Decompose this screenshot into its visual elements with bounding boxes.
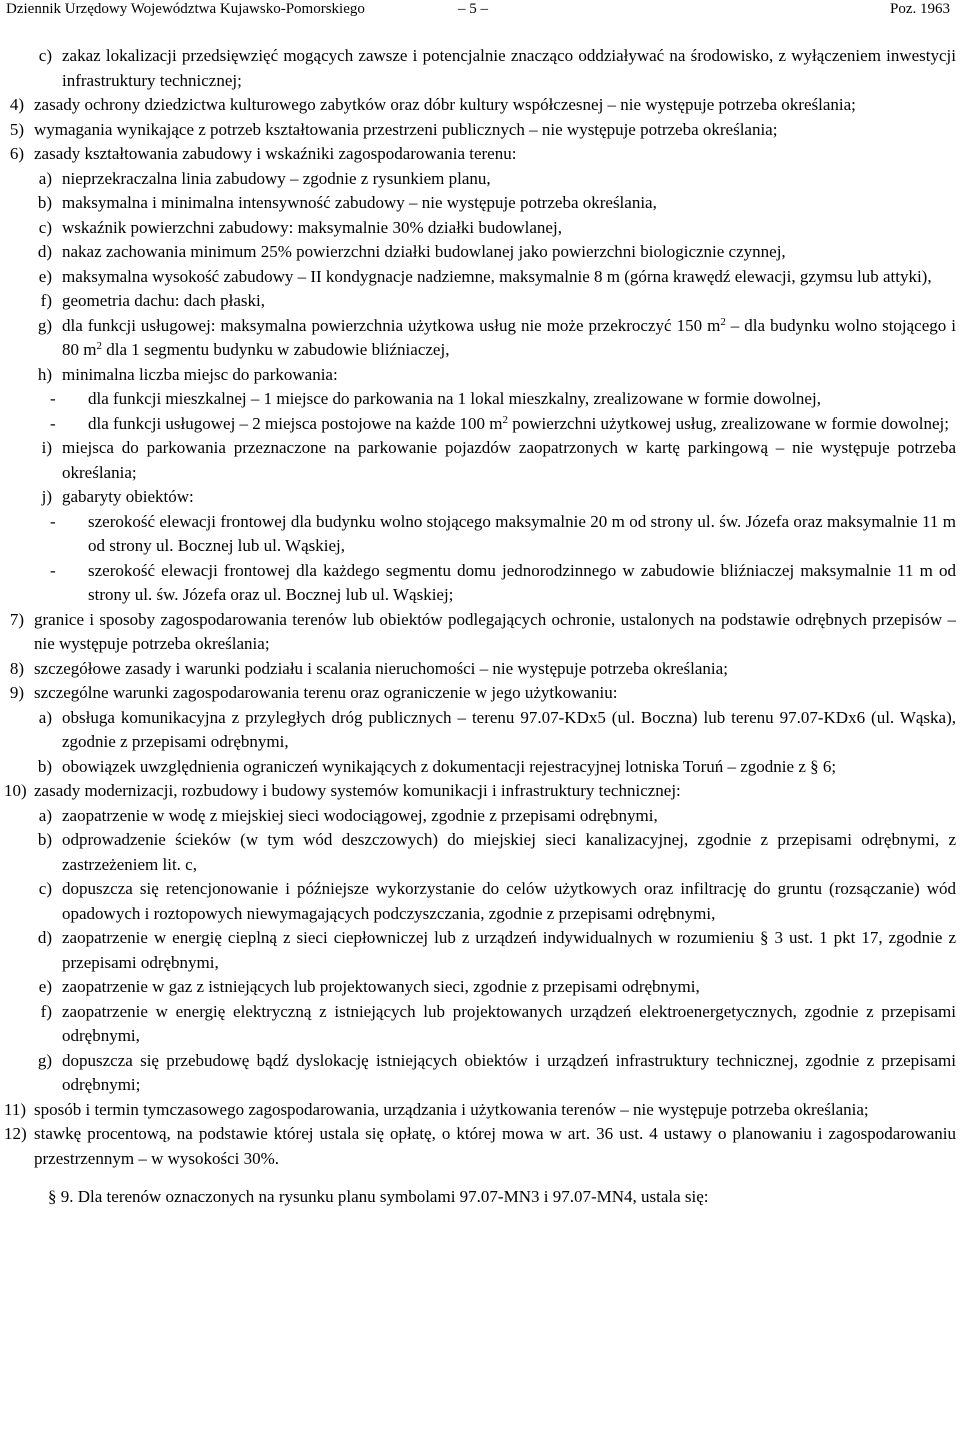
page-header <box>6 0 950 18</box>
item-text: zasady kształtowania zabudowy i wskaźniki zagospodarowania terenu: <box>34 144 517 163</box>
item-number: a) <box>38 168 52 188</box>
list-item <box>0 804 960 829</box>
item-number: 5) <box>9 119 24 139</box>
list-item <box>0 191 960 216</box>
item-number: 9) <box>9 683 24 702</box>
item-text: zasady ochrony dziedzictwa kulturowego zabytków oraz dóbr kultury współczesnej – nie występuje potrzeba określania; <box>34 95 856 114</box>
item-number: f) <box>40 1001 52 1021</box>
item-text: dopuszcza się retencjonowanie i późniejsze wykorzystanie do celów użytkowych oraz infiltrację do gruntu (rozsączanie) wód opadowych i roztopowych niewymagających podczyszczania, zgodnie z przepisami odrębnymi, <box>62 879 956 923</box>
item-number: b) <box>37 830 52 849</box>
list-item <box>0 608 960 657</box>
item-text: zaopatrzenie w wodę z miejskiej sieci wodociągowej, zgodnie z przepisami odrębnymi, <box>62 805 658 825</box>
item-text: miejsca do parkowania przeznaczone na parkowanie pojazdów zaopatrzonych w kartę parkingową – nie występuje potrzeba określania; <box>62 438 956 482</box>
list-item <box>0 657 960 682</box>
item-text: granice i sposoby zagospodarowania terenów lub obiektów podlegających ochronie, ustalonych na podstawie odrębnych przepisów – nie występuje potrzeba określania; <box>34 609 956 653</box>
list-item <box>0 1122 960 1171</box>
item-number: b) <box>37 756 52 776</box>
item-number: 4) <box>9 95 24 114</box>
item-number: - <box>50 511 56 531</box>
item-text: szczegółowe zasady i warunki podziału i scalania nieruchomości – nie występuje potrzeba określania; <box>34 658 728 678</box>
list-item <box>0 828 960 877</box>
item-text: nakaz zachowania minimum 25% powierzchni działki budowlanej jako powierzchni biologicznie czynnej, <box>62 242 786 261</box>
section-paragraph: § 9. Dla terenów oznaczonych na rysunku planu symbolami 97.07-MN3 i 97.07-MN4, ustala się: <box>48 1187 709 1206</box>
item-text: stawkę procentową, na podstawie której ustala się opłatę, o której mowa w art. 36 ust. 4 ustawy o planowaniu i zagospodarowaniu przestrzennym – w wysokości 30%. <box>34 1124 956 1168</box>
item-number: d) <box>37 242 52 261</box>
item-number: b) <box>37 193 52 212</box>
item-number: 6) <box>9 144 24 163</box>
item-text: geometria dachu: dach płaski, <box>62 291 265 310</box>
item-text: wymagania wynikające z potrzeb kształtowania przestrzeni publicznych – nie występuje potrzeba określania; <box>34 119 778 139</box>
item-text: dla funkcji usługowej: maksymalna powierzchnia użytkowa usług nie może przekroczyć 150 $m^2$ – dla budynku wolno stojącego i 80 $m^2$ dla 1 segmentu budynku w zabudowie bliźniaczej, <box>62 315 956 359</box>
item-text: zaopatrzenie w energię cieplną z sieci ciepłowniczej lub z urządzeń indywidualnych w rozumieniu § 3 ust. 1 pkt 17, zgodnie z przepisami odrębnymi, <box>62 928 956 972</box>
item-number: 11) <box>4 1099 27 1119</box>
list-item <box>0 142 960 167</box>
list-item <box>0 510 960 559</box>
item-number: 10) <box>4 781 27 800</box>
list-item <box>0 289 960 314</box>
item-number: 8) <box>9 658 24 678</box>
list-item <box>0 387 960 412</box>
item-text: maksymalna i minimalna intensywność zabudowy – nie występuje potrzeba określania, <box>62 193 657 212</box>
item-text: zaopatrzenie w gaz z istniejących lub projektowanych sieci, zgodnie z przepisami odrębnymi, <box>62 977 700 996</box>
item-text: szczególne warunki zagospodarowania terenu oraz ograniczenie w jego użytkowaniu: <box>34 683 618 702</box>
list-item <box>0 485 960 510</box>
list-item <box>0 93 960 118</box>
item-text: wskaźnik powierzchni zabudowy: maksymalnie 30% działki budowlanej, <box>62 217 562 237</box>
list-item <box>0 755 960 780</box>
item-text: dla funkcji usługowej – 2 miejsca postojowe na każde 100 $m^2$ powierzchni użytkowej usług, zrealizowane w formie dowolnej; <box>88 413 949 433</box>
list-item <box>0 926 960 975</box>
list-item <box>0 118 960 143</box>
item-number: h) <box>37 364 52 384</box>
item-number: c) <box>38 879 52 898</box>
item-number: i) <box>41 438 52 457</box>
list-item <box>0 1000 960 1049</box>
item-number: c) <box>38 217 52 237</box>
list-item <box>0 975 960 1000</box>
item-text: maksymalna wysokość zabudowy – II kondygnacje nadziemne, maksymalnie 8 m (górna krawędź elewacji, gzymsu lub attyki), <box>62 266 932 286</box>
item-number: 12) <box>4 1124 27 1143</box>
item-text: zaopatrzenie w energię elektryczną z istniejących lub projektowanych urządzeń elektroenergetycznych, zgodnie z przepisami odrębnymi, <box>62 1001 956 1045</box>
item-number: g) <box>37 315 52 335</box>
item-text: sposób i termin tymczasowego zagospodarowania, urządzania i użytkowania terenów – nie występuje potrzeba określania; <box>34 1099 869 1119</box>
list-item <box>0 559 960 608</box>
list-item <box>0 1098 960 1123</box>
item-number: f) <box>40 291 52 310</box>
page-number: – 5 – <box>458 1 488 17</box>
item-number: e) <box>38 977 52 996</box>
item-text: obowiązek uwzględnienia ograniczeń wynikających z dokumentacji rejestracyjnej lotniska Toruń – zgodnie z § 6; <box>62 756 837 776</box>
item-number: - <box>50 560 56 580</box>
list-item <box>0 216 960 241</box>
document-body <box>0 44 960 1210</box>
item-text: gabaryty obiektów: <box>62 487 194 506</box>
item-number: c) <box>38 46 52 65</box>
item-number: a) <box>38 805 52 825</box>
item-number: g) <box>37 1050 52 1070</box>
item-number: e) <box>38 266 52 286</box>
list-item <box>0 706 960 755</box>
list-item <box>0 877 960 926</box>
list-item <box>0 436 960 485</box>
item-text: zakaz lokalizacji przedsięwzięć mogących zawsze i potencjalnie znacząco oddziaływać na środowisko, z wyłączeniem inwestycji infrastruktury technicznej; <box>62 46 956 90</box>
item-text: szerokość elewacji frontowej dla budynku wolno stojącego maksymalnie 20 m od strony ul. św. Józefa oraz maksymalnie 11 m od strony ul. Bocznej lub ul. Wąskiej, <box>88 511 956 555</box>
item-text: szerokość elewacji frontowej dla każdego segmentu domu jednorodzinnego w zabudowie bliźniaczej maksymalnie 11 m od strony ul. św. Józefa oraz ul. Bocznej lub ul. Wąskiej; <box>88 560 956 604</box>
item-text: minimalna liczba miejsc do parkowania: <box>62 364 338 384</box>
list-item <box>0 412 960 437</box>
item-number: - <box>50 413 56 433</box>
position-number: Poz. 1963 <box>890 1 950 17</box>
journal-title: Dziennik Urzędowy Województwa Kujawsko-Pomorskiego <box>6 1 365 17</box>
list-item <box>0 265 960 290</box>
item-number: a) <box>38 707 52 727</box>
item-number: j) <box>41 487 52 506</box>
list-item <box>0 1049 960 1098</box>
item-number: - <box>50 389 56 408</box>
list-item <box>0 363 960 388</box>
item-number: 7) <box>9 609 24 629</box>
item-text: zasady modernizacji, rozbudowy i budowy systemów komunikacji i infrastruktury technicznej: <box>34 781 681 800</box>
item-text: obsługa komunikacyjna z przyległych dróg publicznych – terenu 97.07-KDx5 (ul. Boczna) lub terenu 97.07-KDx6 (ul. Wąska), zgodnie z przepisami odrębnymi, <box>62 707 956 751</box>
list-item <box>0 314 960 363</box>
item-number: d) <box>37 928 52 947</box>
list-item <box>0 681 960 706</box>
list-item <box>0 167 960 192</box>
list-item <box>0 44 960 93</box>
item-text: odprowadzenie ścieków (w tym wód deszczowych) do miejskiej sieci kanalizacyjnej, zgodnie z przepisami odrębnymi, z zastrzeżeniem lit. c, <box>62 830 956 874</box>
list-item <box>0 240 960 265</box>
item-text: dla funkcji mieszkalnej – 1 miejsce do parkowania na 1 lokal mieszkalny, zrealizowane w formie dowolnej, <box>88 389 821 408</box>
item-text: nieprzekraczalna linia zabudowy – zgodnie z rysunkiem planu, <box>62 168 491 188</box>
item-text: dopuszcza się przebudowę bądź dyslokację istniejących obiektów i urządzeń infrastruktury technicznej, zgodnie z przepisami odrębnymi; <box>62 1050 956 1094</box>
list-item <box>0 779 960 804</box>
